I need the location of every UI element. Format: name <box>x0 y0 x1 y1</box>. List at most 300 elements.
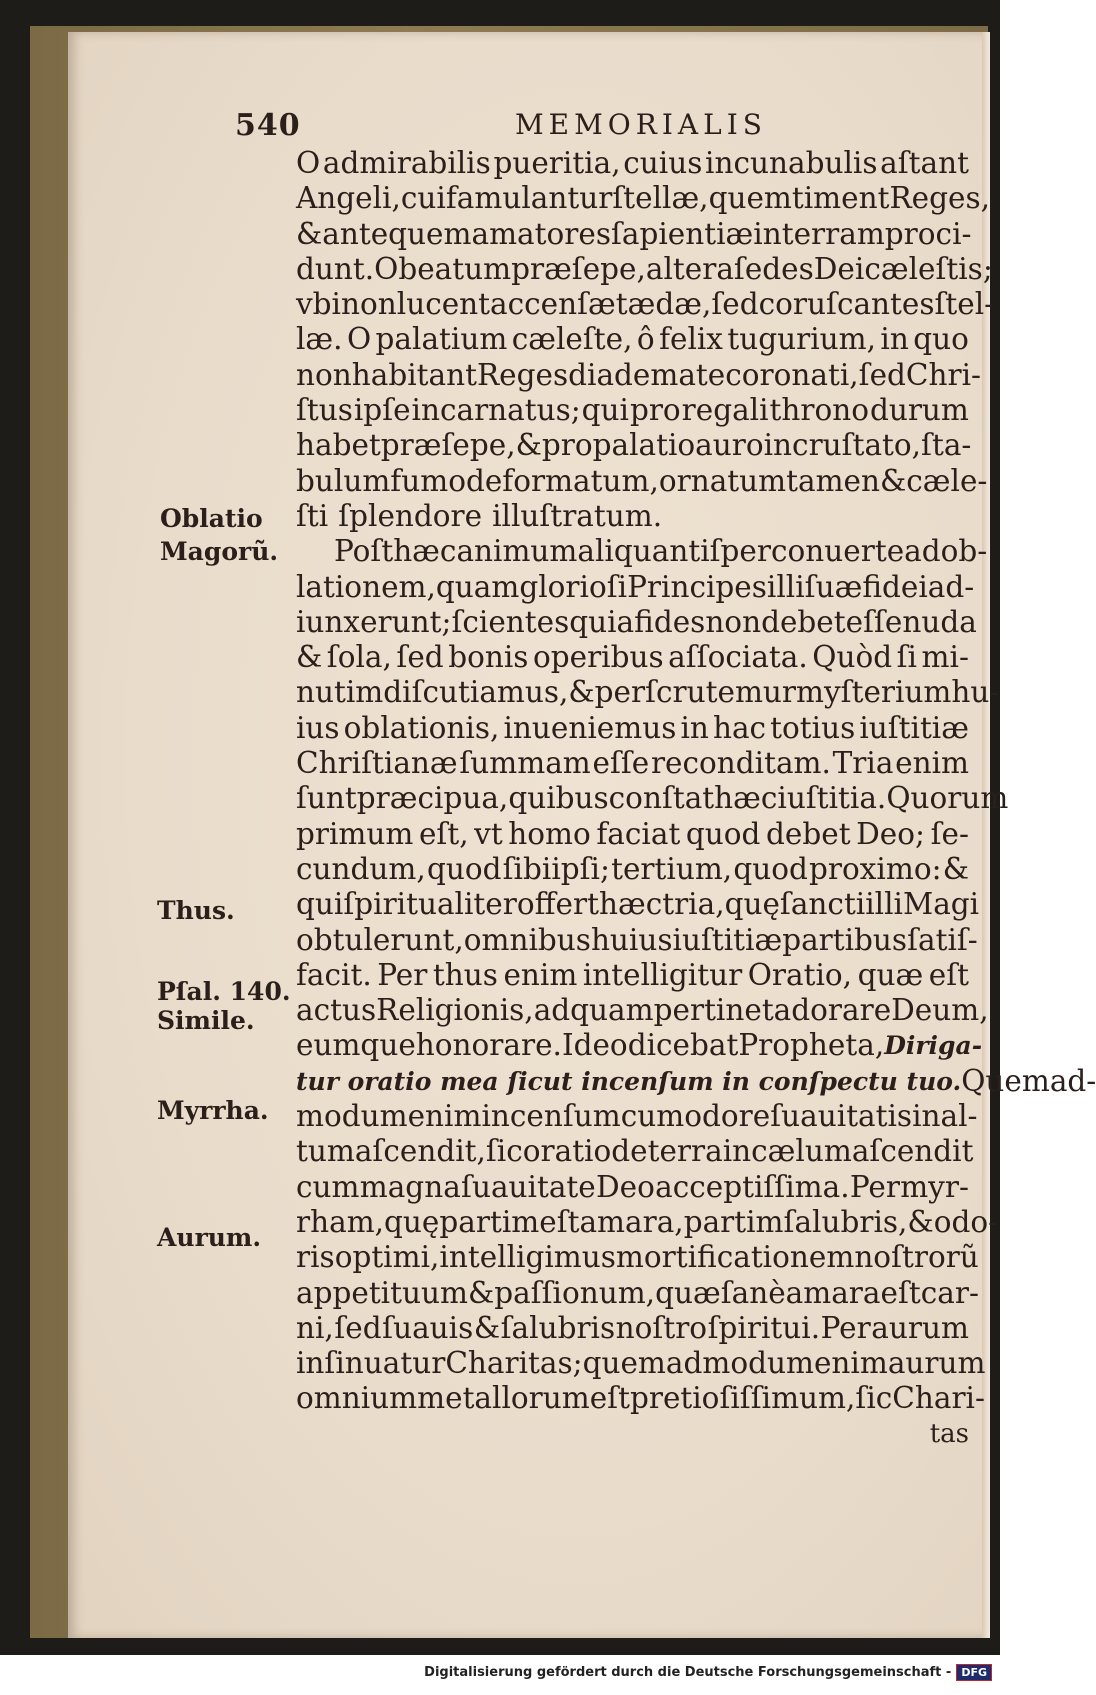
word: pueritia, <box>493 146 621 180</box>
word: tertium, <box>611 851 733 886</box>
word: Ideo <box>561 1028 628 1063</box>
word: tugurium, <box>727 322 876 357</box>
text-line <box>296 922 978 958</box>
word: in <box>722 1134 752 1169</box>
word: vbi <box>296 287 341 322</box>
word: faciat <box>596 816 681 851</box>
text-line <box>296 393 969 428</box>
text-line <box>296 181 990 216</box>
word: iuſtitia. <box>777 781 887 816</box>
word: diſcutiamus, <box>383 675 569 710</box>
word: enim <box>895 746 969 781</box>
word: ſtus <box>296 393 353 428</box>
word: cæle- <box>906 463 988 498</box>
word: habet <box>296 428 381 463</box>
word: ſpiritualiter <box>343 887 517 922</box>
word: Reges, <box>889 181 990 216</box>
word: hæc <box>598 887 663 922</box>
word: Deum, <box>891 993 989 1028</box>
word: hæc <box>393 534 457 569</box>
word: dunt. <box>296 251 375 286</box>
word: & <box>296 640 323 675</box>
word: præcipua, <box>356 781 509 816</box>
word: aſcendit <box>851 1134 974 1169</box>
word: ad- <box>927 569 975 604</box>
word: ſanè <box>720 1275 786 1310</box>
text-line <box>296 1240 979 1275</box>
word: in <box>680 710 709 745</box>
text-line <box>296 711 969 746</box>
word: incarnatus; <box>411 393 581 428</box>
word: magna <box>359 1169 461 1204</box>
word: quæ <box>857 957 924 992</box>
word: non <box>705 604 762 639</box>
word: quod <box>733 851 808 886</box>
word: Religionis, <box>376 993 534 1028</box>
word: O <box>346 322 372 357</box>
body-text <box>296 146 1096 1452</box>
word: durum <box>869 393 969 428</box>
marginal-psalm-reference: Pſal. 140. <box>157 977 291 1006</box>
word: ſi <box>896 640 917 675</box>
word: mi- <box>921 640 969 675</box>
word: proximo: <box>809 851 942 886</box>
text-line <box>296 958 969 993</box>
word: iuſtitiæ <box>859 710 969 745</box>
page-number: 540 <box>235 108 301 143</box>
word: ſancti <box>779 887 866 922</box>
word: O <box>374 251 399 286</box>
text-line <box>296 1134 974 1169</box>
text-line <box>296 604 977 640</box>
word: Quòd <box>812 640 893 675</box>
word: ſcientes <box>451 604 570 639</box>
word: aliquantiſper <box>577 534 771 569</box>
text-line <box>296 1381 985 1416</box>
word: tum <box>296 1134 355 1169</box>
word: obtulerunt, <box>296 922 464 957</box>
word: hu- <box>951 675 1000 710</box>
word: eſt <box>880 1275 921 1310</box>
text-line <box>296 357 981 393</box>
word: præſepe, <box>511 251 646 286</box>
word: nuda <box>902 604 977 639</box>
word: ſed <box>711 287 759 322</box>
word: vt <box>474 816 503 851</box>
word: in <box>880 322 909 357</box>
word: ſed <box>396 640 444 675</box>
word: habitant <box>351 357 477 392</box>
word: homo <box>508 816 591 851</box>
word: & <box>515 428 542 463</box>
word: cundum, <box>296 851 426 886</box>
word: adorare <box>773 993 892 1028</box>
word: pro <box>541 428 593 463</box>
word: tria, <box>662 887 725 922</box>
word: cum <box>620 1099 685 1134</box>
word: paſſionum, <box>494 1275 656 1310</box>
word: lationem, <box>296 569 436 604</box>
word: eſſe <box>845 604 903 639</box>
footer-text: Digitalisierung gefördert durch die Deutsche Forschungsgemeinschaft - <box>424 1665 952 1680</box>
word: diademate <box>568 357 726 392</box>
word: proci- <box>884 216 972 251</box>
word: quę <box>724 887 780 922</box>
word: cui <box>400 181 446 216</box>
word: Angeli, <box>296 181 401 216</box>
word: myr- <box>900 1169 969 1204</box>
marginal-thus: Thus. <box>157 896 235 925</box>
word: ſibiipſi; <box>502 851 610 886</box>
word: reconditam. <box>650 746 831 781</box>
word: Quemad- <box>961 1063 1096 1098</box>
running-head: MEMORIALIS <box>515 108 767 141</box>
word: coruſcantes <box>758 287 935 322</box>
word: eſt <box>539 1204 580 1239</box>
text-line <box>296 817 969 852</box>
word: Chri- <box>905 357 981 392</box>
word: ſapientiæ <box>610 216 754 251</box>
text-line <box>296 1099 978 1134</box>
word: primum <box>296 816 414 851</box>
text-line <box>296 1311 969 1346</box>
word: ſummam <box>459 746 591 781</box>
word: cuius <box>623 146 703 180</box>
word: admirabilis <box>322 146 491 180</box>
word: odore <box>684 1099 771 1134</box>
word: quo <box>913 322 969 357</box>
word: Deo; <box>856 816 925 851</box>
word: læ. <box>296 322 343 357</box>
word: palatio <box>592 428 696 463</box>
word: Quorum <box>886 781 1009 816</box>
word: thus <box>432 957 498 992</box>
word: throno <box>769 393 869 428</box>
word: huius <box>590 922 673 957</box>
word: & <box>568 675 595 710</box>
text-line <box>296 463 988 499</box>
word: inueniemus <box>503 710 677 745</box>
word: Per <box>377 957 428 992</box>
word: hac <box>712 710 767 745</box>
word: glorioſi <box>519 569 628 604</box>
word: amatores <box>471 216 611 251</box>
word: quod <box>426 851 502 886</box>
word: qui <box>296 887 344 922</box>
word: ante <box>322 216 389 251</box>
word: auro <box>695 428 764 463</box>
word: perſcrutemur <box>594 675 797 710</box>
word: regali <box>681 393 769 428</box>
word: car- <box>920 1275 979 1310</box>
word: ob- <box>940 534 988 569</box>
word: & <box>473 1310 501 1345</box>
word: in <box>753 216 782 251</box>
word: bonis <box>448 640 529 675</box>
word: & <box>880 463 907 498</box>
text-line <box>296 1204 999 1240</box>
word: pretioſiſſimum, <box>629 1381 856 1416</box>
word: Per <box>849 1169 900 1204</box>
word: illi <box>865 887 903 922</box>
word: iuſtitiæ <box>672 922 783 957</box>
word: intelligimus <box>439 1240 616 1275</box>
word: Per <box>820 1310 871 1345</box>
word: partibus <box>782 922 908 957</box>
word: enim <box>813 1346 888 1381</box>
word: Oratio, <box>747 957 853 992</box>
word: non <box>296 357 352 392</box>
word: coronati, <box>725 357 859 392</box>
word: ſti <box>296 498 329 533</box>
word: quem <box>708 181 792 216</box>
text-line <box>296 216 972 252</box>
word: ſuauitate <box>461 1169 596 1204</box>
word: intelligitur <box>582 957 743 992</box>
word: debet <box>766 816 851 851</box>
word: non <box>341 287 397 322</box>
text-line <box>296 499 969 534</box>
word: quę <box>384 1204 440 1239</box>
word: quam <box>435 569 520 604</box>
word: odo- <box>933 1204 999 1239</box>
word: altera <box>645 251 734 286</box>
word: dicebat <box>627 1028 739 1063</box>
word: conuerte <box>771 534 905 569</box>
word: quæ <box>655 1275 721 1310</box>
word: aſtant <box>880 146 969 180</box>
word: Dei <box>813 251 865 286</box>
word: & <box>296 216 323 251</box>
word: noſtrorũ <box>854 1240 979 1275</box>
word: aſcendit, <box>354 1134 486 1169</box>
text-line <box>296 428 972 463</box>
word: aurum <box>871 1310 969 1345</box>
word: in <box>912 1099 941 1134</box>
text-line <box>296 746 969 781</box>
word: Principes <box>627 569 767 604</box>
word: ſed <box>858 357 906 392</box>
word: felix <box>659 322 723 357</box>
text-line <box>296 1028 983 1063</box>
word: ſe- <box>930 816 969 851</box>
word: pro <box>629 393 681 428</box>
word: palatium <box>375 322 508 357</box>
text-line <box>296 1275 979 1311</box>
word: ris <box>296 1240 335 1275</box>
word: ornatum <box>658 463 787 498</box>
word: Tria <box>832 746 894 781</box>
word: ſalubris <box>500 1310 616 1345</box>
word: amara, <box>579 1204 684 1239</box>
word: qui <box>581 393 629 428</box>
word: ſta- <box>921 428 972 463</box>
word: ſalubris, <box>783 1204 908 1239</box>
word: quem <box>388 216 472 251</box>
word: ſunt <box>296 781 357 816</box>
text-line <box>296 640 969 675</box>
word: mortificationem <box>615 1240 855 1275</box>
word: quemadmodum <box>582 1346 814 1381</box>
word: famulantur <box>445 181 613 216</box>
word: cælum <box>751 1134 852 1169</box>
word: illuſtratum. <box>492 498 663 533</box>
word: Reges <box>476 357 569 392</box>
word: O <box>296 146 321 180</box>
word: fumo <box>390 463 466 498</box>
word: Chari- <box>892 1381 985 1416</box>
digitization-footer <box>424 1664 992 1681</box>
word: eſt, <box>418 816 469 851</box>
word: ſuauis <box>382 1310 474 1345</box>
text-line <box>296 675 1000 710</box>
word: incenſum <box>481 1099 621 1134</box>
text-line <box>296 251 993 287</box>
catchword-text: tas <box>929 1418 969 1449</box>
word: & <box>907 1204 934 1239</box>
word: oratio <box>522 1134 612 1169</box>
word: Poſt <box>334 534 394 569</box>
word: acceptiſſima. <box>655 1169 850 1204</box>
marginal-myrrha: Myrrha. <box>157 1096 269 1125</box>
word: inſinuatur <box>296 1346 446 1381</box>
text-line <box>296 1170 969 1205</box>
word: aſſociata. <box>668 640 808 675</box>
word: eſſe <box>592 746 650 781</box>
word: cæleſtis; <box>864 251 993 286</box>
word: conſtat <box>608 781 715 816</box>
word: quibus <box>508 781 609 816</box>
word: operibus <box>532 640 664 675</box>
marginal-aurum: Aurum. <box>157 1223 262 1252</box>
word: ſtel- <box>934 287 995 322</box>
word: ô <box>636 322 655 357</box>
word: metallorum <box>417 1381 590 1416</box>
word: beatum <box>398 251 512 286</box>
text-line <box>296 781 1009 816</box>
word: ſatiſ- <box>907 922 978 957</box>
word: & <box>942 851 969 886</box>
word: offert <box>516 887 599 922</box>
text-line <box>296 146 969 181</box>
word: hæc <box>714 781 778 816</box>
word: nutim <box>296 675 384 710</box>
word: omnium <box>296 1381 418 1416</box>
word: partim <box>439 1204 540 1239</box>
word: & <box>467 1275 495 1310</box>
word: pertinet <box>653 993 774 1028</box>
word: quia <box>569 604 635 639</box>
text-line <box>296 993 989 1028</box>
word: ſpiritui. <box>707 1310 821 1345</box>
word: Propheta, <box>738 1028 885 1063</box>
word: præſepe, <box>380 428 516 463</box>
word: aurum <box>887 1346 986 1381</box>
text-line <box>296 534 988 569</box>
word: ſed <box>334 1310 382 1345</box>
word: Magi <box>903 887 980 922</box>
text-line <box>296 1346 986 1381</box>
word: Charitas; <box>445 1346 583 1381</box>
word: ad <box>904 534 941 569</box>
word: optimi, <box>334 1240 440 1275</box>
word: ſuæ <box>804 569 863 604</box>
word: Diriga- <box>884 1031 983 1061</box>
word: quam <box>570 993 654 1028</box>
word: myſterium <box>796 675 952 710</box>
word: cum <box>296 1169 360 1204</box>
text-line <box>296 569 975 605</box>
word: ſtellæ, <box>612 181 709 216</box>
text-line <box>296 287 995 322</box>
marginal-magoru: Magorũ. <box>160 537 279 566</box>
word: incunabulis <box>705 146 878 180</box>
word: ad <box>533 993 571 1028</box>
word: facit. <box>296 957 372 992</box>
word: eſt <box>589 1381 630 1416</box>
text-line <box>296 1063 1096 1099</box>
word: eumque <box>296 1028 416 1063</box>
word: fidei <box>862 569 928 604</box>
word: appetituum <box>296 1275 468 1310</box>
word: animum <box>456 534 578 569</box>
word: debet <box>761 604 846 639</box>
word: terra <box>647 1134 723 1169</box>
marginal-simile: Simile. <box>157 1006 255 1035</box>
word: lucent <box>396 287 491 322</box>
word: totius <box>770 710 856 745</box>
text-line <box>296 322 969 357</box>
catchword <box>296 1417 969 1452</box>
word: illi <box>766 569 805 604</box>
word: oblationis, <box>343 710 500 745</box>
word: enim <box>503 957 578 992</box>
word: enim <box>407 1099 482 1134</box>
word: timent <box>791 181 890 216</box>
word: Deo <box>596 1169 655 1204</box>
marginal-oblatio: Oblatio <box>160 504 263 533</box>
word: ſic <box>485 1134 523 1169</box>
word: tædæ, <box>615 287 712 322</box>
word: Chriſtianæ <box>296 746 458 781</box>
word: al- <box>940 1099 978 1134</box>
word: ſola, <box>326 640 392 675</box>
word: ius <box>296 710 340 745</box>
word: partim <box>683 1204 784 1239</box>
word: terram <box>781 216 885 251</box>
word: cæleſte, <box>511 322 633 357</box>
word: amara <box>785 1275 881 1310</box>
word: actus <box>296 993 377 1028</box>
word: de <box>611 1134 648 1169</box>
word: omnibus <box>463 922 591 957</box>
word: eſt <box>928 957 969 992</box>
word: deformatum, <box>465 463 659 498</box>
word: ſplendore <box>338 498 483 533</box>
word: ſic <box>855 1381 893 1416</box>
word: accenſæ <box>490 287 616 322</box>
word: noſtro <box>615 1310 708 1345</box>
word: tur oratio mea ſicut incenſum in conſpectu tuo. <box>296 1066 962 1096</box>
word: incruſtato, <box>763 428 922 463</box>
text-line <box>296 852 969 887</box>
word: quod <box>685 816 761 851</box>
word: fides <box>634 604 706 639</box>
word: ipſe <box>353 393 411 428</box>
word: bulum <box>296 463 391 498</box>
word: ſuauitatis <box>770 1099 913 1134</box>
word: ſedes <box>733 251 814 286</box>
